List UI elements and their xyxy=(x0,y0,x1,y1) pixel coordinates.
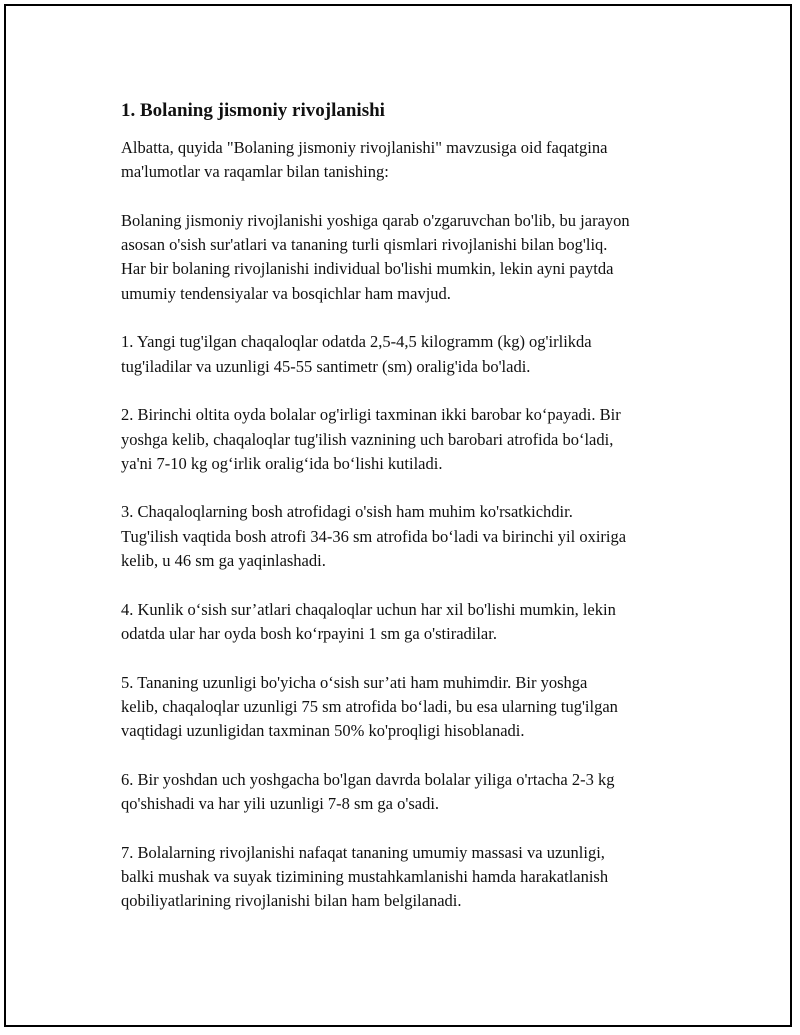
paragraph-point-3: 3. Chaqaloqlarning bosh atrofidagi o'sish ham muhim ko'rsatkichdir. Tug'ilish vaqtida bosh atrofi 34-36 sm atrofida bo‘ladi va birinchi yil oxiriga kelib, u 46 sm ga yaqinlashadi. xyxy=(121,502,627,571)
paragraph-point-2: 2. Birinchi oltita oyda bolalar og'irligi taxminan ikki barobar ko‘payadi. Bir yoshga kelib, chaqaloqlar tug'ilish vaznining uch barobari atrofida bo‘ladi, ya'ni 7-10 kg og‘irlik oralig‘ida bo‘lishi kutiladi. xyxy=(121,405,621,473)
paragraph-point-1: 1. Yangi tug'ilgan chaqaloqlar odatda 2,5-4,5 kilogramm (kg) og'irlikda tug'iladilar va uzunligi 45-55 santimetr (sm) oralig'ida bo'ladi. xyxy=(121,332,592,376)
paragraph-overview: Bolaning jismoniy rivojlanishi yoshiga qarab o'zgaruvchan bo'lib, bu jarayon asosan o'sish sur'atlari va tananing turli qismlari rivojlanishi bilan bog'liq. Har bir bolaning rivojlanishi individual bo'lishi mumkin, lekin ayni paytda umumiy tendensiyalar va bosqichlar ham mavjud. xyxy=(121,210,630,303)
page-frame xyxy=(4,4,792,1027)
document-body xyxy=(121,99,701,938)
paragraph-intro: Albatta, quyida "Bolaning jismoniy rivojlanishi" mavzusiga oid faqatgina ma'lumotlar va raqamlar bilan tanishing: xyxy=(121,138,608,182)
paragraph-point-6: 6. Bir yoshdan uch yoshgacha bo'lgan davrda bolalar yiliga o'rtacha 2-3 kg qo'shishadi va har yili uzunligi 7-8 sm ga o'sadi. xyxy=(121,769,615,814)
paragraph-point-7: 7. Bolalarning rivojlanishi nafaqat tananing umumiy massasi va uzunligi, balki mushak va suyak tizimining mustahkamlanishi hamda harakatlanish qobiliyatlarining rivojlanishi bilan ham belgilanadi. xyxy=(121,842,609,911)
paragraph-point-5: 5. Tananing uzunligi bo'yicha o‘sish sur’ati ham muhimdir. Bir yoshga kelib, chaqaloqlar uzunligi 75 sm atrofida bo‘ladi, bu esa ularning tug'ilgan vaqtidagi uzunligidan taxminan 50% ko'proqligi hisoblanadi. xyxy=(121,672,618,741)
document-title: 1. Bolaning jismoniy rivojlanishi xyxy=(121,100,385,121)
paragraph-point-4: 4. Kunlik o‘sish sur’atlari chaqaloqlar uchun har xil bo'lishi mumkin, lekin odatda ular har oyda bosh ko‘rpayini 1 sm ga o'stiradilar. xyxy=(121,599,616,643)
